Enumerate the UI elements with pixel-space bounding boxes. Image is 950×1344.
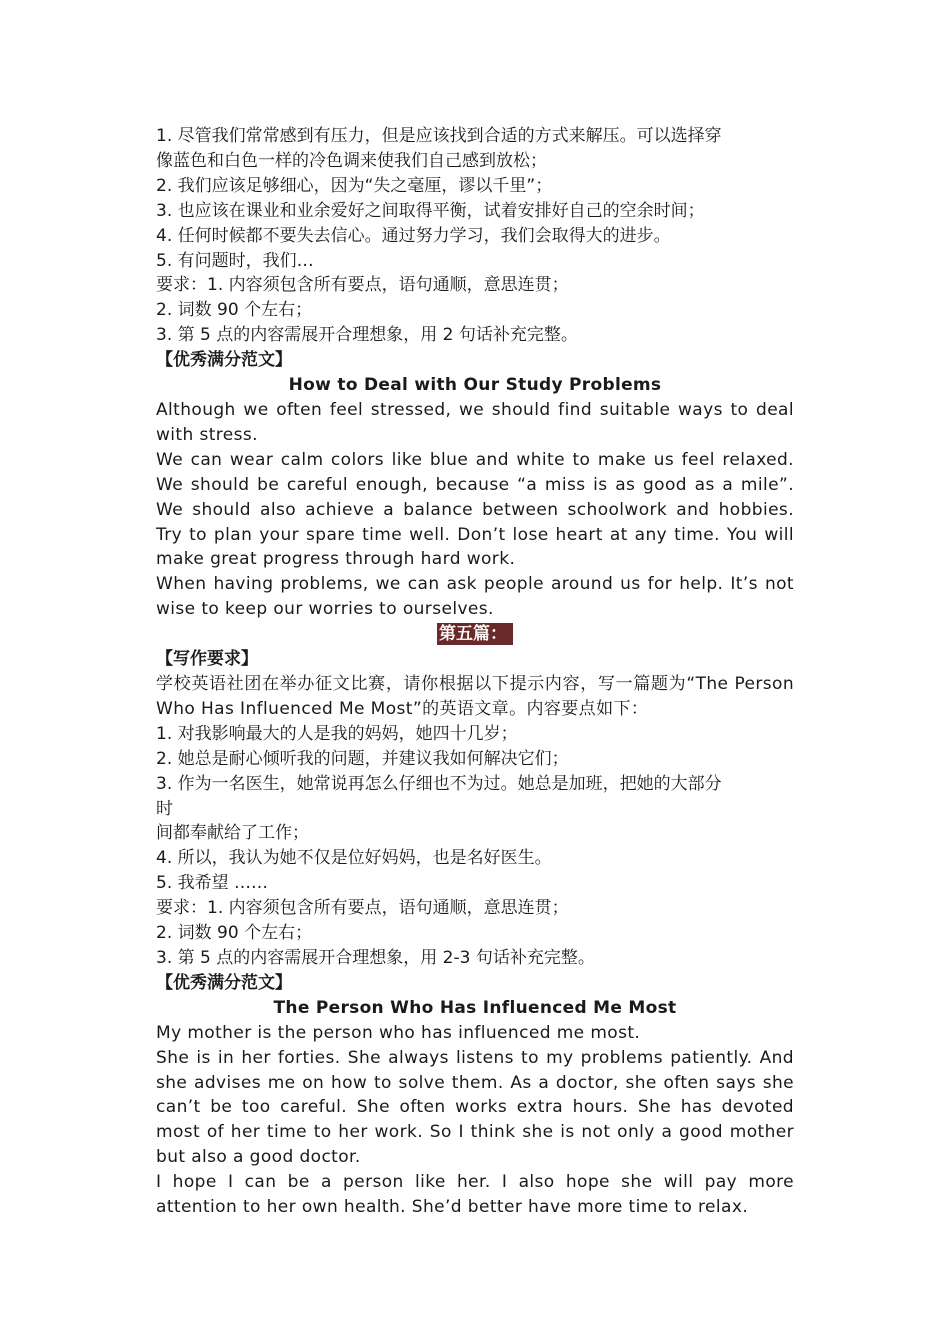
- requirement-line: 3. 第 5 点的内容需展开合理想象，用 2-3 句话补充完整。: [156, 948, 595, 968]
- outline-point: 4. 任何时候都不要失去信心。通过努力学习，我们会取得大的进步。: [156, 225, 671, 246]
- essay-paragraph: When having problems, we can ask people around us for help. It’s not wise to keep our worries to ourselves.: [156, 574, 794, 620]
- outline-point: 像蓝色和白色一样的冷色调来使我们自己感到放松；: [156, 150, 547, 171]
- requirement-line: 要求：1. 内容须包含所有要点，语句通顺，意思连贯；: [156, 898, 569, 919]
- essay-paragraph: My mother is the person who has influenced me most.: [156, 1022, 641, 1043]
- outline-point: 2. 她总是耐心倾听我的问题，并建议我如何解决它们；: [156, 748, 569, 769]
- requirement-line: 2. 词数 90 个左右；: [156, 300, 313, 321]
- essay-paragraph: I hope I can be a person like her. I also hope she will pay more attention to her own health. She’d better have more time to relax.: [156, 1172, 794, 1218]
- outline-point: 5. 我希望 ……: [156, 873, 269, 894]
- outline-point: 1. 尽管我们常常感到有压力，但是应该找到合适的方式来解压。可以选择穿: [156, 126, 722, 146]
- essay-paragraph: We can wear calm colors like blue and white to make us feel relaxed. We should be careful enough, because “a miss is as good as a mile”. We should also achieve a balance between schoolwork and hobbies. Try to plan your spare time well. Don’t lose heart at any time. You will make great progress through hard work.: [156, 449, 794, 570]
- requirement-line: 2. 词数 90 个左右；: [156, 923, 313, 944]
- model-essay-label: 【优秀满分范文】: [156, 350, 292, 371]
- requirement-line: 要求：1. 内容须包含所有要点，语句通顺，意思连贯；: [156, 275, 569, 296]
- outline-point: 3. 作为一名医生，她常说再怎么仔细也不为过。她总是加班，把她的大部分: [156, 773, 722, 794]
- outline-point: 时: [156, 798, 173, 819]
- essay-title: How to Deal with Our Study Problems: [288, 375, 662, 396]
- task-intro: 学校英语社团在举办征文比赛，请你根据以下提示内容，写一篇题为“The Person Who Has Influenced Me Most”的英语文章。内容要点如下：: [156, 674, 794, 719]
- model-essay-label: 【优秀满分范文】: [156, 972, 292, 993]
- outline-point: 4. 所以，我认为她不仅是位好妈妈，也是名好医生。: [156, 848, 552, 869]
- outline-point: 间都奉献给了工作；: [156, 823, 309, 844]
- outline-point: 1. 对我影响最大的人是我的妈妈，她四十几岁；: [156, 723, 518, 744]
- outline-point: 2. 我们应该足够细心，因为“失之毫厘，谬以千里”；: [156, 175, 553, 196]
- section-title-badge: 第五篇：: [437, 623, 513, 645]
- essay-paragraph: Although we often feel stressed, we should find suitable ways to deal with stress.: [156, 399, 794, 445]
- outline-point: 5. 有问题时，我们…: [156, 250, 314, 271]
- document-page: [156, 124, 794, 1220]
- section-heading: [156, 622, 794, 647]
- essay-paragraph: She is in her forties. She always listens to my problems patiently. And she advises me on how to solve them. As a doctor, she often says she can’t be too careful. She often works extra hours. She has devoted most of her time to her work. So I think she is not only a good mother but also a good doctor.: [156, 1047, 794, 1168]
- outline-point: 3. 也应该在课业和业余爱好之间取得平衡，试着安排好自己的空余时间；: [156, 200, 705, 221]
- essay-title: The Person Who Has Influenced Me Most: [273, 997, 677, 1018]
- requirement-line: 3. 第 5 点的内容需展开合理想象，用 2 句话补充完整。: [156, 325, 578, 346]
- writing-requirements-label: 【写作要求】: [156, 649, 258, 670]
